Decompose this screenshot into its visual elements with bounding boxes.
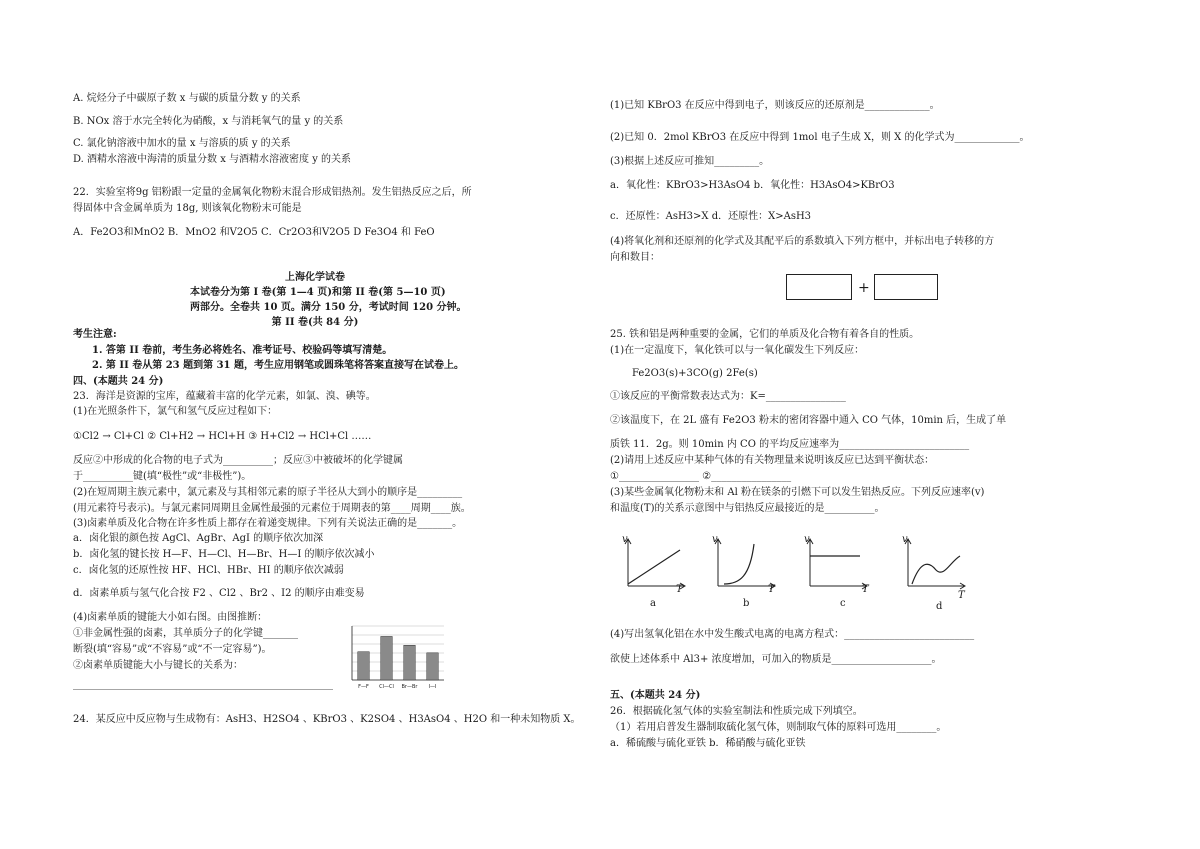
q23-line: 于__________键(填“极性”或“非极性”)。 (73, 471, 252, 482)
q25-equation: Fe2O3(s)+3CO(g) 2Fe(s) (632, 368, 758, 379)
notice-2: 2. 第 II 卷从第 23 题到第 31 题，考生应用钢笔或圆珠笔将答案直接写在试卷上。 (92, 360, 464, 371)
q25-line: 质铁 11．2g。则 10min 内 CO 的平均反应速率为__________________________ (610, 439, 970, 450)
graph-label-b: b (743, 598, 750, 609)
section-4-heading: 四、(本题共 24 分) (73, 376, 164, 387)
graph-c (804, 536, 870, 592)
q23-line: 反应②中形成的化合物的电子式为__________；反应③中被破坏的化学键属 (73, 455, 403, 466)
q22-line1: 22．实验室将9g 铝粉跟一定量的金属氧化物粉末混合形成铝热剂。发生铝热反应之后，所 (73, 187, 472, 198)
chart-x-tick-label: I—I (428, 684, 437, 690)
q25-part4-cont: 欲使上述体系中 Al3+ 浓度增加，可加入的物质是____________________。 (610, 654, 942, 665)
chart-bar (358, 652, 370, 680)
chart-x-tick-label: F—F (358, 684, 369, 690)
bond-energy-chart (338, 622, 448, 692)
q26-part1: （1）若用启普发生器制取硫化氢气体，则制取气体的原料可选用________。 (610, 722, 947, 733)
q23-intro: 23．海洋是资源的宝库，蕴藏着丰富的化学元素，如氯、溴、碘等。 (73, 391, 376, 402)
chart-bar (381, 636, 393, 680)
paper-subtitle-1: 本试卷分为第 I 卷(第 1—4 页)和第 II 卷(第 5—10 页) (190, 287, 446, 298)
q22-line2: 得固体中含金属单质为 18g, 则该氧化物粉末可能是 (73, 203, 302, 214)
q23-part3: (3)卤素单质及化合物在许多性质上都存在着递变规律。下列有关说法正确的是_______。 (73, 518, 463, 529)
paper-title: 上海化学试卷 (285, 272, 345, 283)
q23-line: ②卤素单质键能大小与键长的关系为： (73, 660, 243, 671)
q24-part3: (3)根据上述反应可推知_________。 (610, 156, 770, 167)
q23-part4: (4)卤素单质的键能大小如右图。由图推断： (73, 612, 268, 623)
q25-part4: (4)写出氢氧化铝在水中发生酸式电离的电离方程式：__________________________ (610, 629, 975, 640)
axis-t-label: T (768, 584, 775, 595)
q25-line: 和温度(T)的关系示意图中与铝热反应最接近的是__________。 (610, 503, 885, 514)
q25-k: ①该反应的平衡常数表达式为：K=________________ (610, 391, 846, 402)
q23-reactions: ①Cl2 → Cl+Cl ② Cl+H2 → HCl+H ③ H+Cl2 → HCl+Cl …… (73, 431, 372, 442)
q25-blanks: ①________________ ②________________ (610, 471, 792, 482)
plus-sign: + (858, 280, 870, 296)
q23-line: ①非金属性强的卤素，其单质分子的化学键_______ (73, 628, 298, 639)
q23-part2: (2)在短周期主族元素中，氯元素及与其相邻元素的原子半径从大到小的顺序是_________ (73, 487, 463, 498)
notice-head: 考生注意: (73, 329, 117, 340)
axis-v-label: v (622, 534, 628, 545)
q22-options: A．Fe2O3和MnO2 B．MnO2 和V2O5 C．Cr2O3和V2O5 D Fe3O4 和 FeO (73, 227, 435, 238)
q24-stem: 24．某反应中反应物与生成物有：AsH3、H2SO4 、KBrO3 、K2SO4 、H3AsO4 、H2O 和一种未知物质 X。 (73, 714, 581, 725)
q25-intro: 25. 铁和铝是两种重要的金属，它们的单质及化合物有着各自的性质。 (610, 329, 920, 340)
graph-label-c: c (840, 598, 846, 609)
option-d: D. 酒精水溶液中海清的质量分数 x 与酒精水溶液密度 y 的关系 (73, 154, 352, 165)
q25-line: ②该温度下，在 2L 盛有 Fe2O3 粉末的密闭容器中通入 CO 气体，10min 后，生成了单 (610, 415, 1007, 426)
q26-choices: a．稀硫酸与硫化亚铁 b．稀硝酸与硫化亚铁 (610, 738, 806, 749)
q25-part1: (1)在一定温度下，氧化铁可以与一氧化碳发生下列反应： (610, 345, 865, 356)
q23-choice-b: b．卤化氢的键长按 H—F、H—Cl、H—Br、H—I 的顺序依次减小 (73, 549, 375, 560)
option-a: A. 烷烃分子中碳原子数 x 与碳的质量分数 y 的关系 (73, 93, 301, 104)
answer-box-1[interactable] (786, 274, 852, 300)
q23-line: (用元素符号表示)。与氯元素同周期且金属性最强的元素位于周期表的第____周期____族。 (73, 503, 471, 514)
q26-stem: 26．根据硫化氢气体的实验室制法和性质完成下列填空。 (610, 706, 863, 717)
axis-t-label: T (862, 584, 869, 595)
q24-choice-cd: c．还原性：AsH3>X d．还原性：X>AsH3 (610, 211, 812, 222)
answer-box-2[interactable] (874, 274, 938, 300)
q25-part2: (2)请用上述反应中某种气体的有关物理量来说明该反应已达到平衡状态： (610, 455, 935, 466)
axis-v-label: v (902, 534, 908, 545)
graph-d (902, 536, 968, 592)
q23-part1: (1)在光照条件下，氯气和氢气反应过程如下： (73, 406, 278, 417)
q23-choice-c: c．卤化氢的还原性按 HF、HCl、HBr、HI 的顺序依次减弱 (73, 565, 344, 576)
q24-part4-cont: 向和数目： (610, 252, 660, 263)
chart-x-tick-label: Cl—Cl (379, 684, 394, 690)
section-5-heading: 五、(本题共 24 分) (610, 690, 701, 701)
axis-t-label: T (958, 590, 965, 601)
graph-label-d: d (936, 601, 943, 612)
q24-part1: (1)已知 KBrO3 在反应中得到电子，则该反应的还原剂是_____________。 (610, 100, 940, 111)
axis-v-label: v (712, 534, 718, 545)
q25-part3: (3)某些金属氧化物粉末和 Al 粉在镁条的引燃下可以发生铝热反应。下列反应速率(v) (610, 487, 985, 498)
q23-line: 断裂(填“容易”或“不容易”或“不一定容易”)。 (73, 644, 272, 655)
chart-bar (427, 653, 439, 680)
paper-subtitle-3: 第 II 卷(共 84 分) (271, 317, 359, 328)
q24-choice-ab: a．氧化性：KBrO3>H3AsO4 b．氧化性：H3AsO4>KBrO3 (610, 180, 895, 191)
axis-t-label: T (676, 584, 683, 595)
graph-label-a: a (650, 598, 656, 609)
q24-part2: (2)已知 0．2mol KBrO3 在反应中得到 1mol 电子生成 X，则 X 的化学式为_____________。 (610, 132, 1030, 143)
q23-choice-a: a．卤化银的颜色按 AgCl、AgBr、AgI 的顺序依次加深 (73, 533, 324, 544)
chart-bar (404, 645, 416, 680)
paper-subtitle-2: 两部分。全卷共 10 页。满分 150 分，考试时间 120 分钟。 (190, 302, 467, 313)
axis-v-label: v (804, 534, 810, 545)
q23-choice-d: d．卤素单质与氢气化合按 F2 、Cl2 、Br2 、I2 的顺序由难变易 (73, 588, 365, 599)
chart-x-tick-label: Br—Br (401, 684, 418, 690)
notice-1: 1. 答第 II 卷前，考生务必将姓名、准考证号、校验码等填写清楚。 (92, 345, 393, 356)
option-c: C. 氯化钠溶液中加水的量 x 与溶质的质 y 的关系 (73, 138, 291, 149)
q23-answer-line: ____________________________________________________ (73, 679, 333, 690)
option-b: B. NOx 溶于水完全转化为硝酸，x 与消耗氧气的量 y 的关系 (73, 116, 344, 127)
q24-part4: (4)将氧化剂和还原剂的化学式及其配平后的系数填入下列方框中，并标出电子转移的方 (610, 236, 995, 247)
